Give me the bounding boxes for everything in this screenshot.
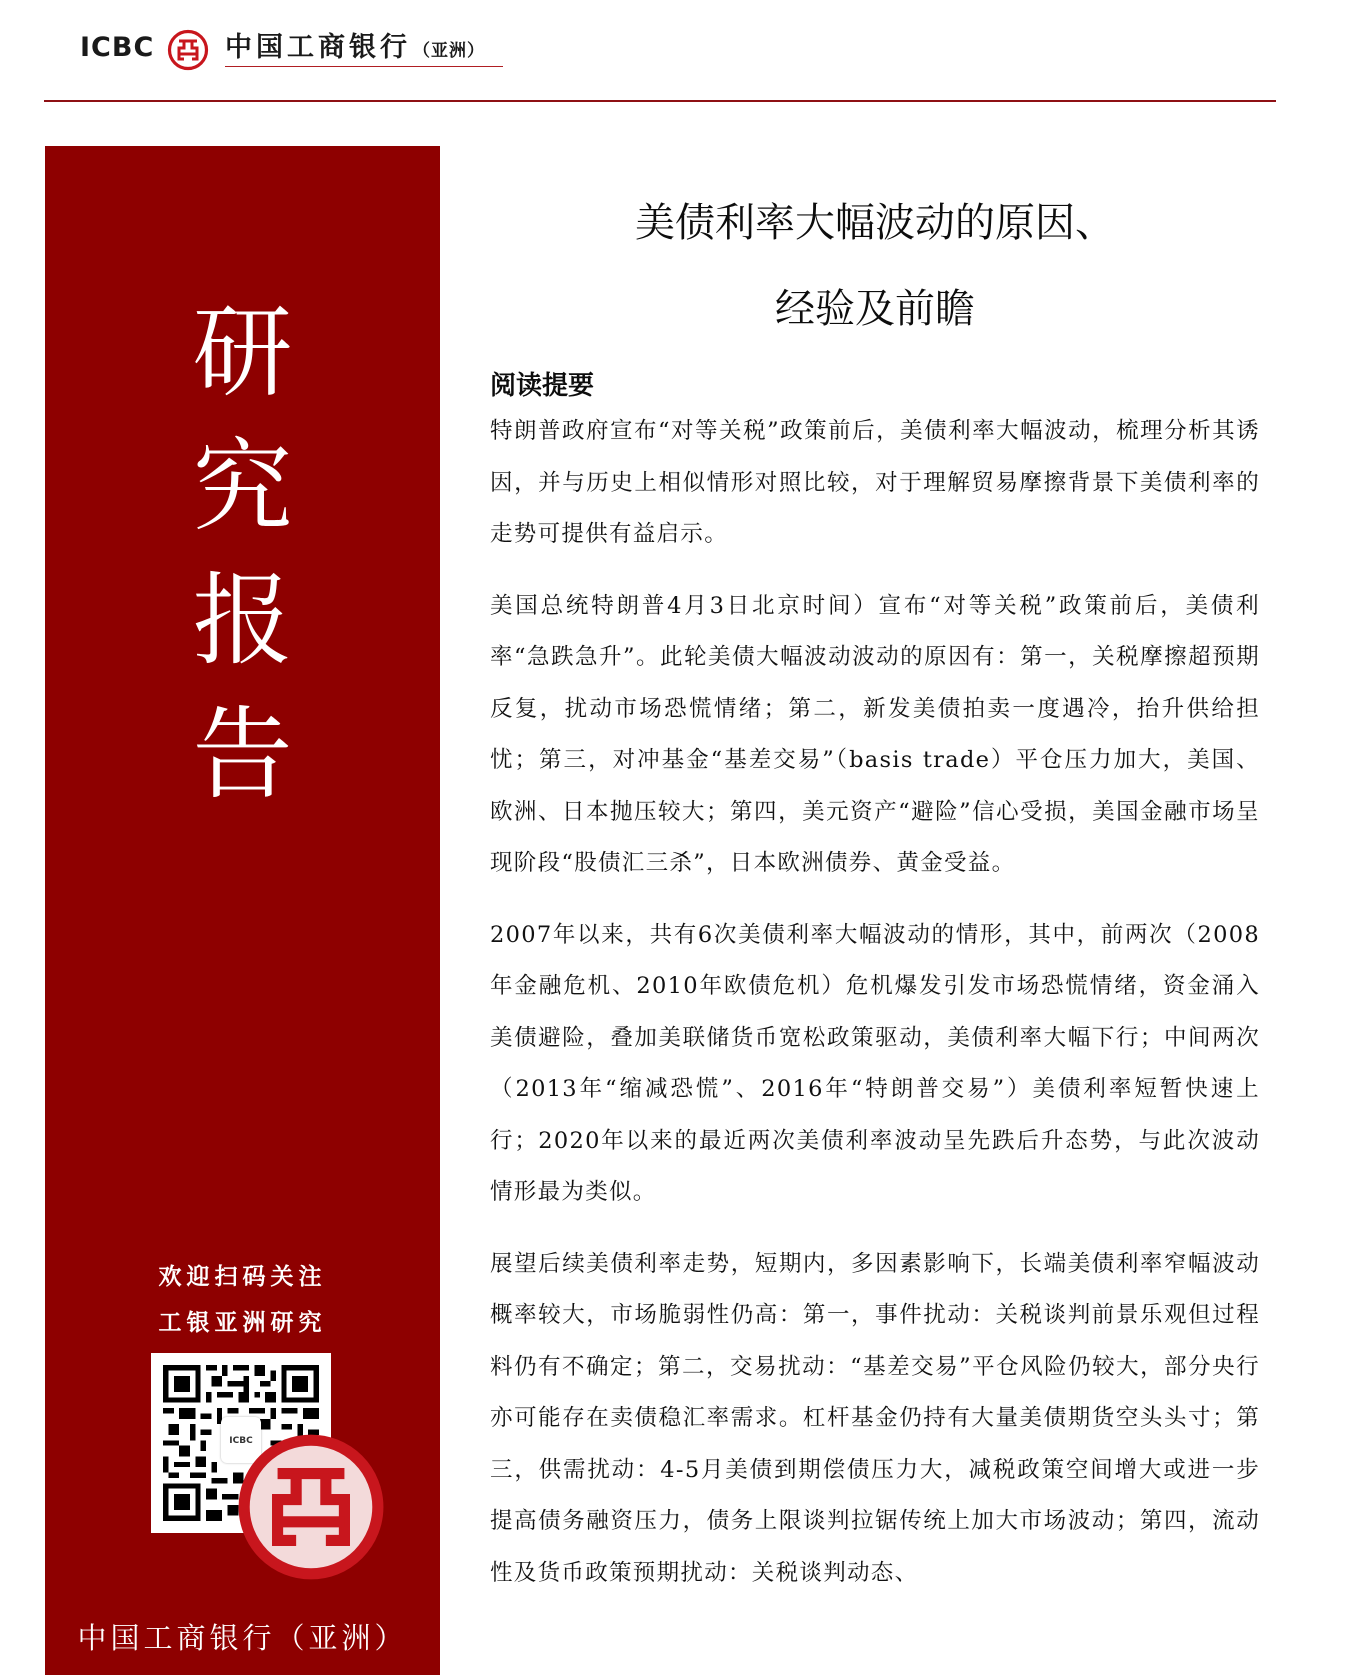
report-title: [490, 180, 1260, 352]
icbc-emblem-icon: [233, 1429, 389, 1585]
header-divider: [44, 100, 1276, 102]
qr-caption-follow: 欢迎扫码关注: [158, 1263, 327, 1290]
summary-paragraph: 2007年以来，共有6次美债利率大幅波动的情形，其中，前两次（2008年金融危机、2010年欧债危机）危机爆发引发市场恐慌情绪，资金涌入美债避险，叠加美联储货币宽松政策驱动，美债利率大幅下行；中间两次（2013年“缩减恐慌”、2016年“特朗普交易”）美债利率短暂快速上行；2020年以来的最近两次美债利率波动呈先跌后升态势，与此次波动情形最为类似。: [490, 921, 1260, 1205]
icbc-emblem-icon: [167, 29, 209, 71]
qr-code-icon[interactable]: [151, 1353, 331, 1533]
sidebar-title-char: 告: [192, 696, 293, 813]
sidebar-title-char: 报: [192, 562, 293, 679]
summary-heading: 阅读提要: [490, 371, 595, 401]
icbc-logo-text: ICBC: [80, 32, 155, 63]
qr-badge-label: ICBC: [229, 1436, 253, 1446]
summary-paragraph: 展望后续美债利率走势，短期内，多因素影响下，长端美债利率窄幅波动概率较大，市场脆弱性仍高：第一，事件扰动：关税谈判前景乐观但过程料仍有不确定；第二，交易扰动：“基差交易”平仓风险仍较大，部分央行亦可能存在卖债稳汇率需求。杠杆基金仍持有大量美债期货空头头寸；第三，供需扰动：4-5月美债到期偿债压力大，减税政策空间增大或进一步提高债务融资压力，债务上限谈判拉锯传统上加大市场波动；第四，流动性及货币政策预期扰动：关税谈判动态、: [490, 1250, 1260, 1586]
summary-paragraph: 美国总统特朗普4月3日北京时间）宣布“对等关税”政策前后，美债利率“急跌急升”。此轮美债大幅波动波动的原因有：第一，关税摩擦超预期反复，扰动市场恐慌情绪；第二，新发美债拍卖一度遇冷，抬升供给担忧；第三，对冲基金“基差交易”（basis trade）平仓压力加大，美国、欧洲、日本抛压较大；第四，美元资产“避险”信心受损，美国金融市场呈现阶段“股债汇三杀”，日本欧洲债券、黄金受益。: [490, 592, 1260, 876]
report-content: [490, 150, 1260, 1599]
qr-caption-account: 工银亚洲研究: [158, 1309, 327, 1336]
research-report-label: [45, 286, 440, 822]
cover-sidebar: [45, 146, 440, 1675]
bank-name-main: 中国工商银行: [225, 32, 411, 63]
summary-paragraph: 特朗普政府宣布“对等关税”政策前后，美债利率大幅波动，梳理分析其诱因，并与历史上相似情形对照比较，对于理解贸易摩擦背景下美债利率的走势可提供有益启示。: [490, 418, 1260, 547]
logo-underline: [225, 66, 503, 67]
report-title-line1: 美债利率大幅波动的原因、: [635, 200, 1115, 246]
page-header: [0, 0, 1350, 110]
qr-center-badge: [221, 1417, 261, 1463]
bank-name-logo: [225, 28, 485, 71]
report-title-line2: 经验及前瞻: [775, 286, 975, 332]
bank-name-region: （亚洲）: [413, 41, 485, 61]
sidebar-title-char: 究: [192, 428, 293, 545]
sidebar-bank-name: 中国工商银行（亚洲）: [77, 1621, 408, 1655]
sidebar-title-char: 研: [192, 294, 293, 411]
